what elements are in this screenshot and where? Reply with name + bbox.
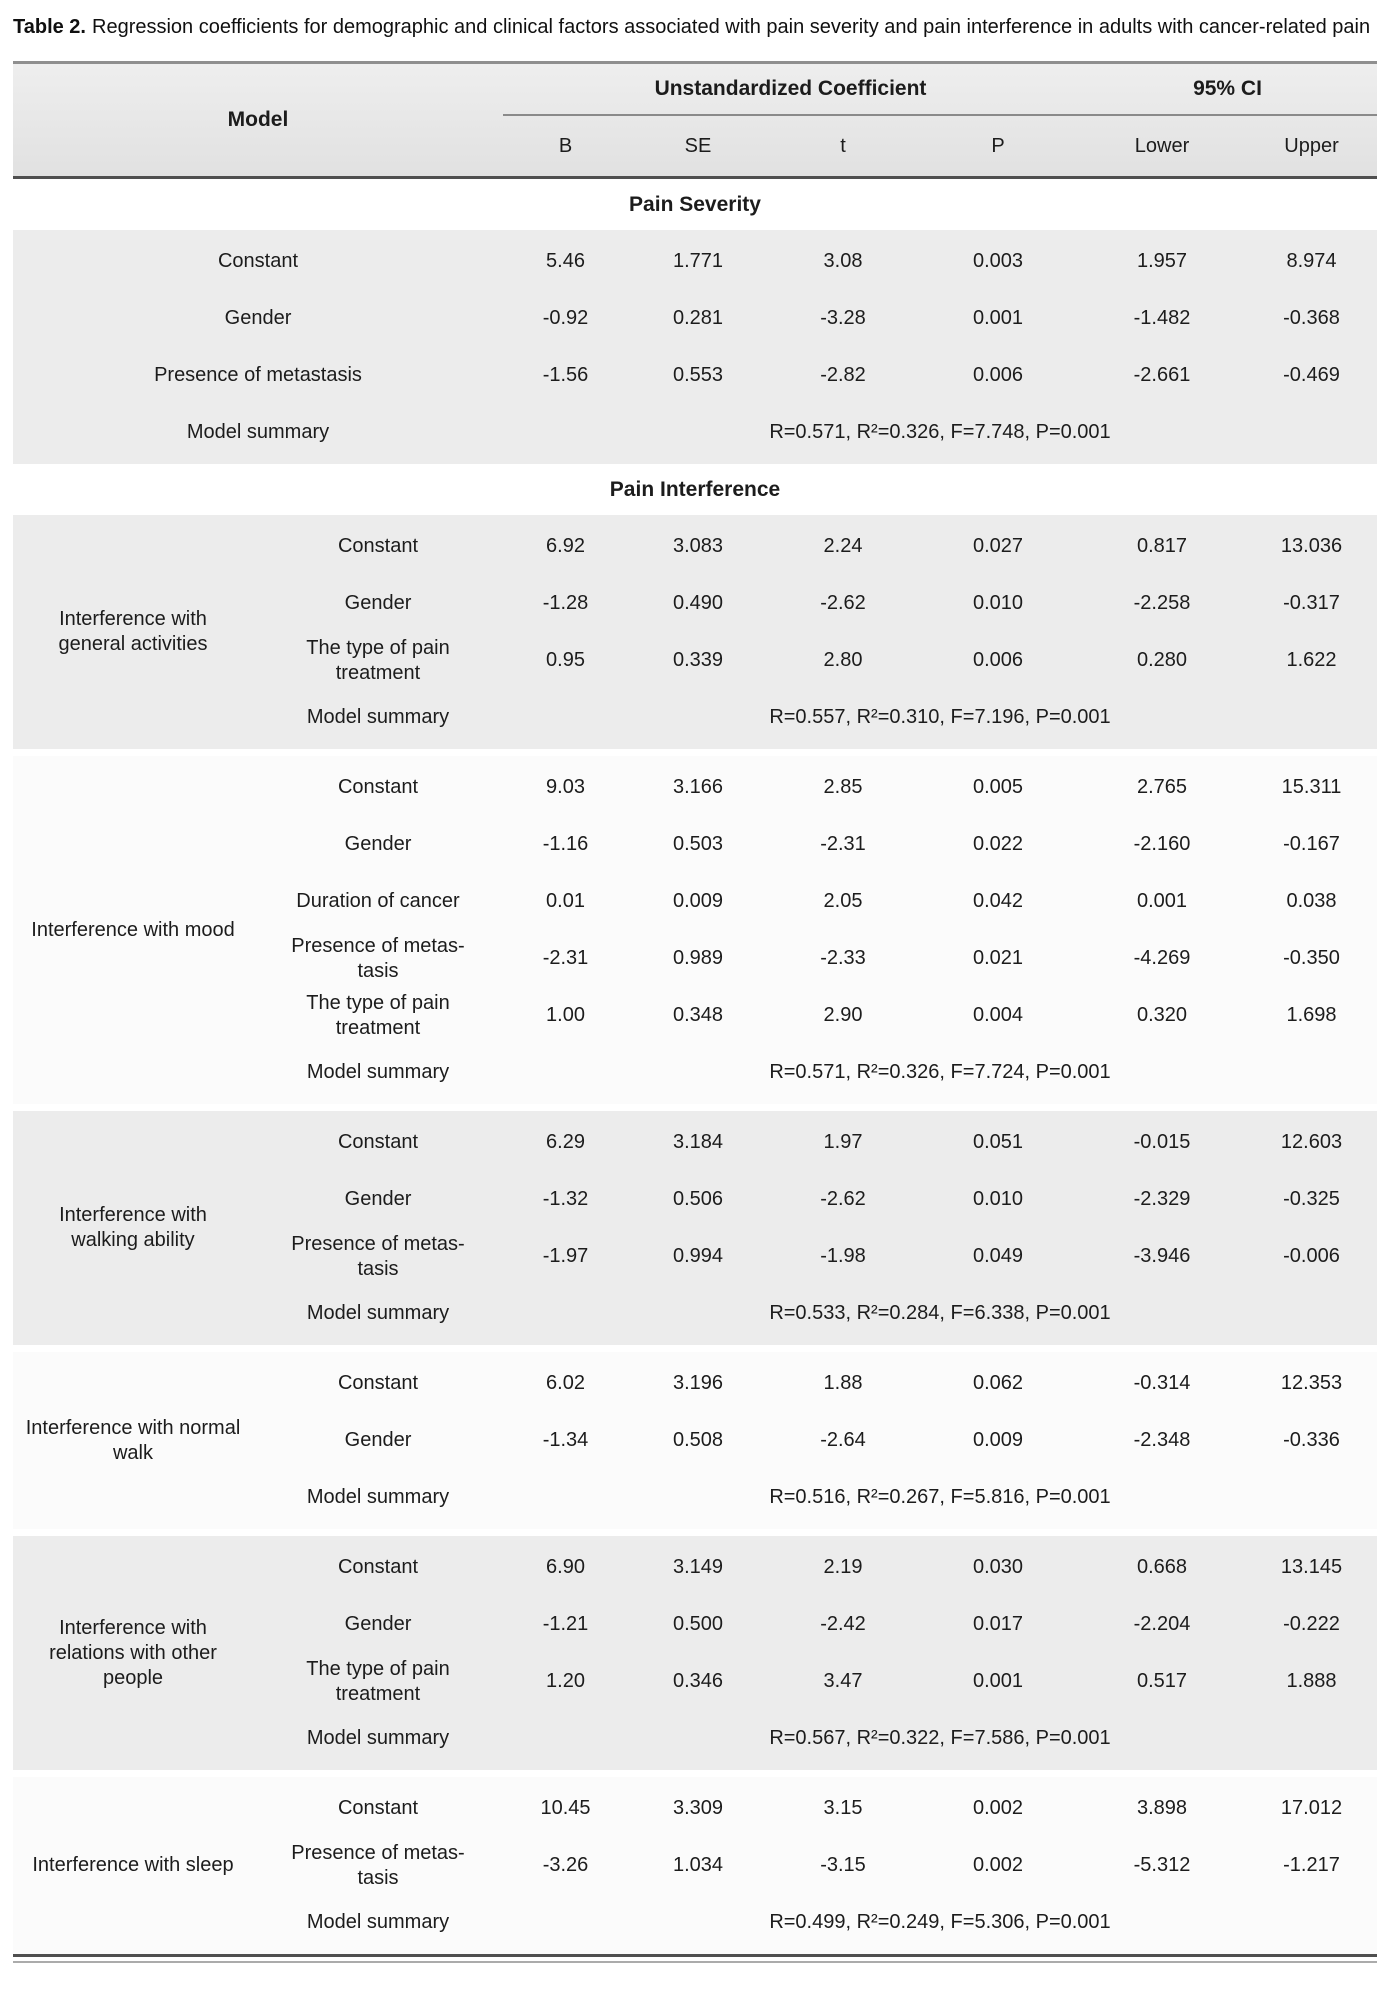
table-caption — [13, 8, 1377, 46]
value-lower: 0.817 — [1136, 535, 1188, 557]
value-b: -1.97 — [542, 1245, 589, 1267]
predictor-label-text: Duration of cancer — [296, 890, 460, 912]
value-lower: -3.946 — [1133, 1245, 1191, 1267]
value-b: 10.45 — [540, 1797, 591, 1819]
model-group-interference-with-sleep — [13, 1777, 1377, 1954]
value-se: 0.506 — [672, 1188, 724, 1210]
value-lower: -2.160 — [1133, 833, 1191, 855]
value-b: 6.29 — [546, 1131, 585, 1153]
model-group-interference-with-mood — [13, 756, 1377, 1104]
value-t: -3.28 — [820, 307, 866, 329]
group-label-text: Interference with relations with other people — [49, 1616, 217, 1689]
value-b: 6.02 — [546, 1372, 585, 1394]
group-label — [13, 518, 253, 746]
value-p: 0.042 — [972, 890, 1024, 912]
predictor-label — [253, 987, 503, 1044]
value-p: 0.004 — [972, 1004, 1024, 1026]
value-p: 0.062 — [972, 1372, 1024, 1394]
value-upper: -1.217 — [1283, 1854, 1340, 1876]
value-t: 2.24 — [823, 535, 863, 557]
predictor-label-text: Presence of metas-tasis — [291, 1841, 465, 1889]
value-upper: 1.698 — [1286, 1004, 1337, 1026]
group-label — [13, 759, 253, 1101]
value-upper: 1.622 — [1286, 649, 1337, 671]
group-label — [13, 1114, 253, 1342]
value-t: -2.31 — [820, 833, 866, 855]
predictor-label — [253, 1837, 503, 1894]
value-t: 1.88 — [823, 1372, 863, 1394]
table-outer-border — [13, 1961, 1377, 1963]
value-lower: -2.204 — [1133, 1613, 1191, 1635]
predictor-label-text: The type of pain treatment — [306, 991, 450, 1039]
value-se: 0.348 — [672, 1004, 724, 1026]
value-t: -2.42 — [820, 1613, 866, 1635]
value-upper: -0.167 — [1283, 833, 1340, 855]
model-group-interference-with-walking-ability — [13, 1111, 1377, 1345]
model-summary-stats: R=0.571, R²=0.326, F=7.724, P=0.001 — [769, 1061, 1111, 1083]
value-upper: -0.317 — [1283, 592, 1340, 614]
regression-table — [13, 61, 1377, 1963]
predictor-label — [253, 1653, 503, 1710]
column-header-p: P — [991, 134, 1005, 157]
predictor-label — [13, 290, 503, 347]
predictor-label-text: Presence of metastasis — [154, 364, 362, 386]
model-summary-label: Model summary — [306, 1911, 450, 1933]
value-se: 3.149 — [672, 1556, 724, 1578]
value-upper: 0.038 — [1286, 890, 1337, 912]
model-summary-stats: R=0.567, R²=0.322, F=7.586, P=0.001 — [769, 1727, 1111, 1749]
value-b: -1.56 — [542, 364, 589, 386]
model-summary-label: Model summary — [186, 421, 330, 443]
table-bottom-border — [13, 1954, 1377, 1957]
value-p: 0.049 — [972, 1245, 1024, 1267]
value-b: 1.20 — [546, 1670, 585, 1692]
value-upper: 12.603 — [1280, 1131, 1343, 1153]
value-se: 0.503 — [672, 833, 724, 855]
value-se: 0.989 — [672, 947, 724, 969]
value-lower: 2.765 — [1136, 776, 1188, 798]
group-label-text: Interference with mood — [31, 918, 235, 941]
value-b: 5.46 — [546, 250, 585, 272]
column-header-model: Model — [227, 107, 289, 131]
value-se: 3.309 — [672, 1797, 724, 1819]
value-p: 0.001 — [972, 1670, 1024, 1692]
value-b: -0.92 — [542, 307, 589, 329]
value-se: 1.034 — [672, 1854, 724, 1876]
group-label — [13, 1355, 253, 1526]
model-summary-stats: R=0.557, R²=0.310, F=7.196, P=0.001 — [769, 706, 1111, 728]
predictor-label-text: Constant — [217, 250, 299, 272]
value-b: 0.01 — [546, 890, 585, 912]
value-lower: -4.269 — [1133, 947, 1191, 969]
value-p: 0.003 — [972, 250, 1024, 272]
table-caption-text: Regression coefficients for demographic and clinical factors associated with pain severity and pain interference in adults with cancer-related pain — [92, 16, 1371, 38]
value-se: 1.771 — [672, 250, 724, 272]
value-b: -1.16 — [542, 833, 589, 855]
predictor-label — [253, 873, 503, 930]
value-t: 2.90 — [823, 1004, 863, 1026]
predictor-label-text: Presence of metas-tasis — [291, 934, 465, 982]
model-group-interference-with-normal-walk — [13, 1352, 1377, 1529]
value-upper: -0.222 — [1283, 1613, 1340, 1635]
value-t: -3.15 — [820, 1854, 866, 1876]
value-p: 0.021 — [972, 947, 1024, 969]
value-t: -2.62 — [820, 592, 866, 614]
column-header-95ci: 95% CI — [1193, 76, 1262, 100]
model-summary-label: Model summary — [306, 1486, 450, 1508]
value-p: 0.010 — [972, 1188, 1024, 1210]
predictor-label-text: Constant — [337, 1372, 419, 1394]
predictor-label — [253, 632, 503, 689]
predictor-label — [13, 233, 503, 290]
value-b: -1.21 — [542, 1613, 589, 1635]
predictor-label-text: Constant — [337, 1797, 419, 1819]
value-b: 0.95 — [546, 649, 585, 671]
predictor-label — [253, 1114, 503, 1171]
value-t: 2.05 — [823, 890, 863, 912]
predictor-label — [253, 930, 503, 987]
value-t: 1.97 — [823, 1131, 863, 1153]
predictor-label — [253, 816, 503, 873]
value-t: 3.08 — [823, 250, 863, 272]
value-b: 6.92 — [546, 535, 585, 557]
model-summary-stats: R=0.516, R²=0.267, F=5.816, P=0.001 — [769, 1486, 1111, 1508]
value-se: 0.346 — [672, 1670, 724, 1692]
value-b: -1.28 — [542, 592, 589, 614]
section-title-pain-interference: Pain Interference — [13, 464, 1377, 515]
predictor-label — [253, 1171, 503, 1228]
value-p: 0.009 — [972, 1429, 1024, 1451]
value-lower: 1.957 — [1136, 250, 1188, 272]
predictor-label-text: The type of pain treatment — [306, 1657, 450, 1705]
value-t: -1.98 — [820, 1245, 866, 1267]
group-label-text: Interference with walking ability — [59, 1204, 207, 1251]
predictor-label-text: Gender — [344, 592, 412, 614]
value-upper: -0.325 — [1283, 1188, 1340, 1210]
table-caption-label: Table 2. — [13, 16, 86, 38]
value-p: 0.001 — [972, 307, 1024, 329]
value-p: 0.022 — [972, 833, 1024, 855]
predictor-label — [253, 759, 503, 816]
value-se: 3.184 — [672, 1131, 724, 1153]
value-t: -2.64 — [820, 1429, 866, 1451]
predictor-label-text: Constant — [337, 776, 419, 798]
value-p: 0.006 — [972, 364, 1024, 386]
value-upper: 1.888 — [1286, 1670, 1337, 1692]
table-header — [13, 64, 1377, 179]
predictor-label-text: Gender — [224, 307, 292, 329]
value-b: -2.31 — [542, 947, 589, 969]
value-p: 0.002 — [972, 1797, 1024, 1819]
predictor-label-text: Presence of metas-tasis — [291, 1232, 465, 1280]
value-upper: 17.012 — [1280, 1797, 1343, 1819]
value-se: 0.009 — [672, 890, 724, 912]
column-header-upper: Upper — [1284, 134, 1339, 157]
predictor-label-text: Gender — [344, 1188, 412, 1210]
table-body — [13, 179, 1377, 1954]
value-lower: 0.320 — [1136, 1004, 1188, 1026]
value-p: 0.027 — [972, 535, 1024, 557]
value-upper: -0.006 — [1283, 1245, 1340, 1267]
model-summary-stats: R=0.533, R²=0.284, F=6.338, P=0.001 — [769, 1302, 1111, 1324]
column-header-se: SE — [684, 134, 712, 157]
value-t: 2.19 — [823, 1556, 863, 1578]
value-se: 3.196 — [672, 1372, 724, 1394]
model-summary-label: Model summary — [306, 706, 450, 728]
value-upper: -0.336 — [1283, 1429, 1340, 1451]
predictor-label — [253, 1780, 503, 1837]
value-b: -1.32 — [542, 1188, 589, 1210]
predictor-label-text: The type of pain treatment — [306, 636, 450, 684]
predictor-label — [253, 1228, 503, 1285]
value-t: -2.33 — [820, 947, 866, 969]
value-upper: 13.145 — [1280, 1556, 1343, 1578]
value-lower: -5.312 — [1133, 1854, 1191, 1876]
predictor-label — [253, 1596, 503, 1653]
group-label — [13, 1539, 253, 1767]
model-summary-label: Model summary — [306, 1061, 450, 1083]
predictor-label — [253, 575, 503, 632]
model-summary-label: Model summary — [306, 1302, 450, 1324]
predictor-label — [253, 518, 503, 575]
value-t: 3.15 — [823, 1797, 863, 1819]
column-header-b: B — [558, 134, 573, 157]
value-b: 6.90 — [546, 1556, 585, 1578]
model-summary-label: Model summary — [306, 1727, 450, 1749]
value-lower: 0.668 — [1136, 1556, 1188, 1578]
value-lower: -2.258 — [1133, 592, 1191, 614]
predictor-label-text: Gender — [344, 1613, 412, 1635]
value-p: 0.006 — [972, 649, 1024, 671]
value-upper: -0.469 — [1283, 364, 1340, 386]
value-t: 2.85 — [823, 776, 863, 798]
value-lower: -2.329 — [1133, 1188, 1191, 1210]
model-summary-stats: R=0.499, R²=0.249, F=5.306, P=0.001 — [769, 1911, 1111, 1933]
value-upper: 12.353 — [1280, 1372, 1343, 1394]
value-upper: 13.036 — [1280, 535, 1343, 557]
section-title-pain-severity: Pain Severity — [13, 179, 1377, 230]
value-lower: -2.348 — [1133, 1429, 1191, 1451]
value-se: 0.500 — [672, 1613, 724, 1635]
value-t: -2.62 — [820, 1188, 866, 1210]
predictor-label — [253, 1355, 503, 1412]
value-t: -2.82 — [820, 364, 866, 386]
value-lower: 0.001 — [1136, 890, 1188, 912]
value-lower: 0.280 — [1136, 649, 1188, 671]
predictor-label-text: Constant — [337, 1131, 419, 1153]
predictor-label — [253, 1539, 503, 1596]
model-group-interference-with-relations-with-other-people — [13, 1536, 1377, 1770]
value-p: 0.002 — [972, 1854, 1024, 1876]
group-label-text: Interference with general activities — [58, 608, 208, 655]
value-se: 0.281 — [672, 307, 724, 329]
predictor-label-text: Constant — [337, 1556, 419, 1578]
value-b: -3.26 — [542, 1854, 589, 1876]
column-header-t: t — [840, 134, 846, 157]
value-b: 1.00 — [546, 1004, 585, 1026]
value-upper: 15.311 — [1281, 776, 1342, 798]
value-upper: -0.368 — [1283, 307, 1340, 329]
model-group-interference-with-general-activities — [13, 515, 1377, 749]
value-se: 0.339 — [672, 649, 724, 671]
value-lower: -1.482 — [1133, 307, 1191, 329]
value-lower: -0.314 — [1133, 1372, 1191, 1394]
value-p: 0.030 — [972, 1556, 1024, 1578]
value-p: 0.010 — [972, 592, 1024, 614]
value-lower: -2.661 — [1133, 364, 1191, 386]
value-upper: 8.974 — [1286, 250, 1337, 272]
value-se: 0.994 — [672, 1245, 724, 1267]
column-header-lower: Lower — [1134, 134, 1190, 157]
value-b: -1.34 — [542, 1429, 589, 1451]
value-se: 0.490 — [672, 592, 724, 614]
value-b: 9.03 — [546, 776, 585, 798]
predictor-label — [253, 1412, 503, 1469]
value-t: 2.80 — [823, 649, 863, 671]
value-se: 0.553 — [672, 364, 724, 386]
group-label-text: Interference with sleep — [32, 1854, 234, 1876]
column-header-unstandardized-coefficient: Unstandardized Coefficient — [654, 76, 927, 100]
model-summary-stats: R=0.571, R²=0.326, F=7.748, P=0.001 — [769, 421, 1111, 443]
value-t: 3.47 — [823, 1670, 863, 1692]
group-label — [13, 1780, 253, 1951]
value-lower: 3.898 — [1136, 1797, 1188, 1819]
predictor-label-text: Constant — [337, 535, 419, 557]
value-p: 0.051 — [972, 1131, 1024, 1153]
group-label-text: Interference with normal walk — [25, 1416, 241, 1464]
predictor-label — [13, 347, 503, 404]
value-lower: -0.015 — [1133, 1131, 1191, 1153]
value-se: 3.166 — [672, 776, 724, 798]
value-se: 3.083 — [672, 535, 724, 557]
model-group-pain-severity — [13, 230, 1377, 464]
value-p: 0.017 — [972, 1613, 1024, 1635]
value-lower: 0.517 — [1136, 1670, 1188, 1692]
predictor-label-text: Gender — [344, 833, 412, 855]
predictor-label-text: Gender — [344, 1429, 412, 1451]
value-upper: -0.350 — [1283, 947, 1340, 969]
value-p: 0.005 — [972, 776, 1024, 798]
value-se: 0.508 — [672, 1429, 724, 1451]
